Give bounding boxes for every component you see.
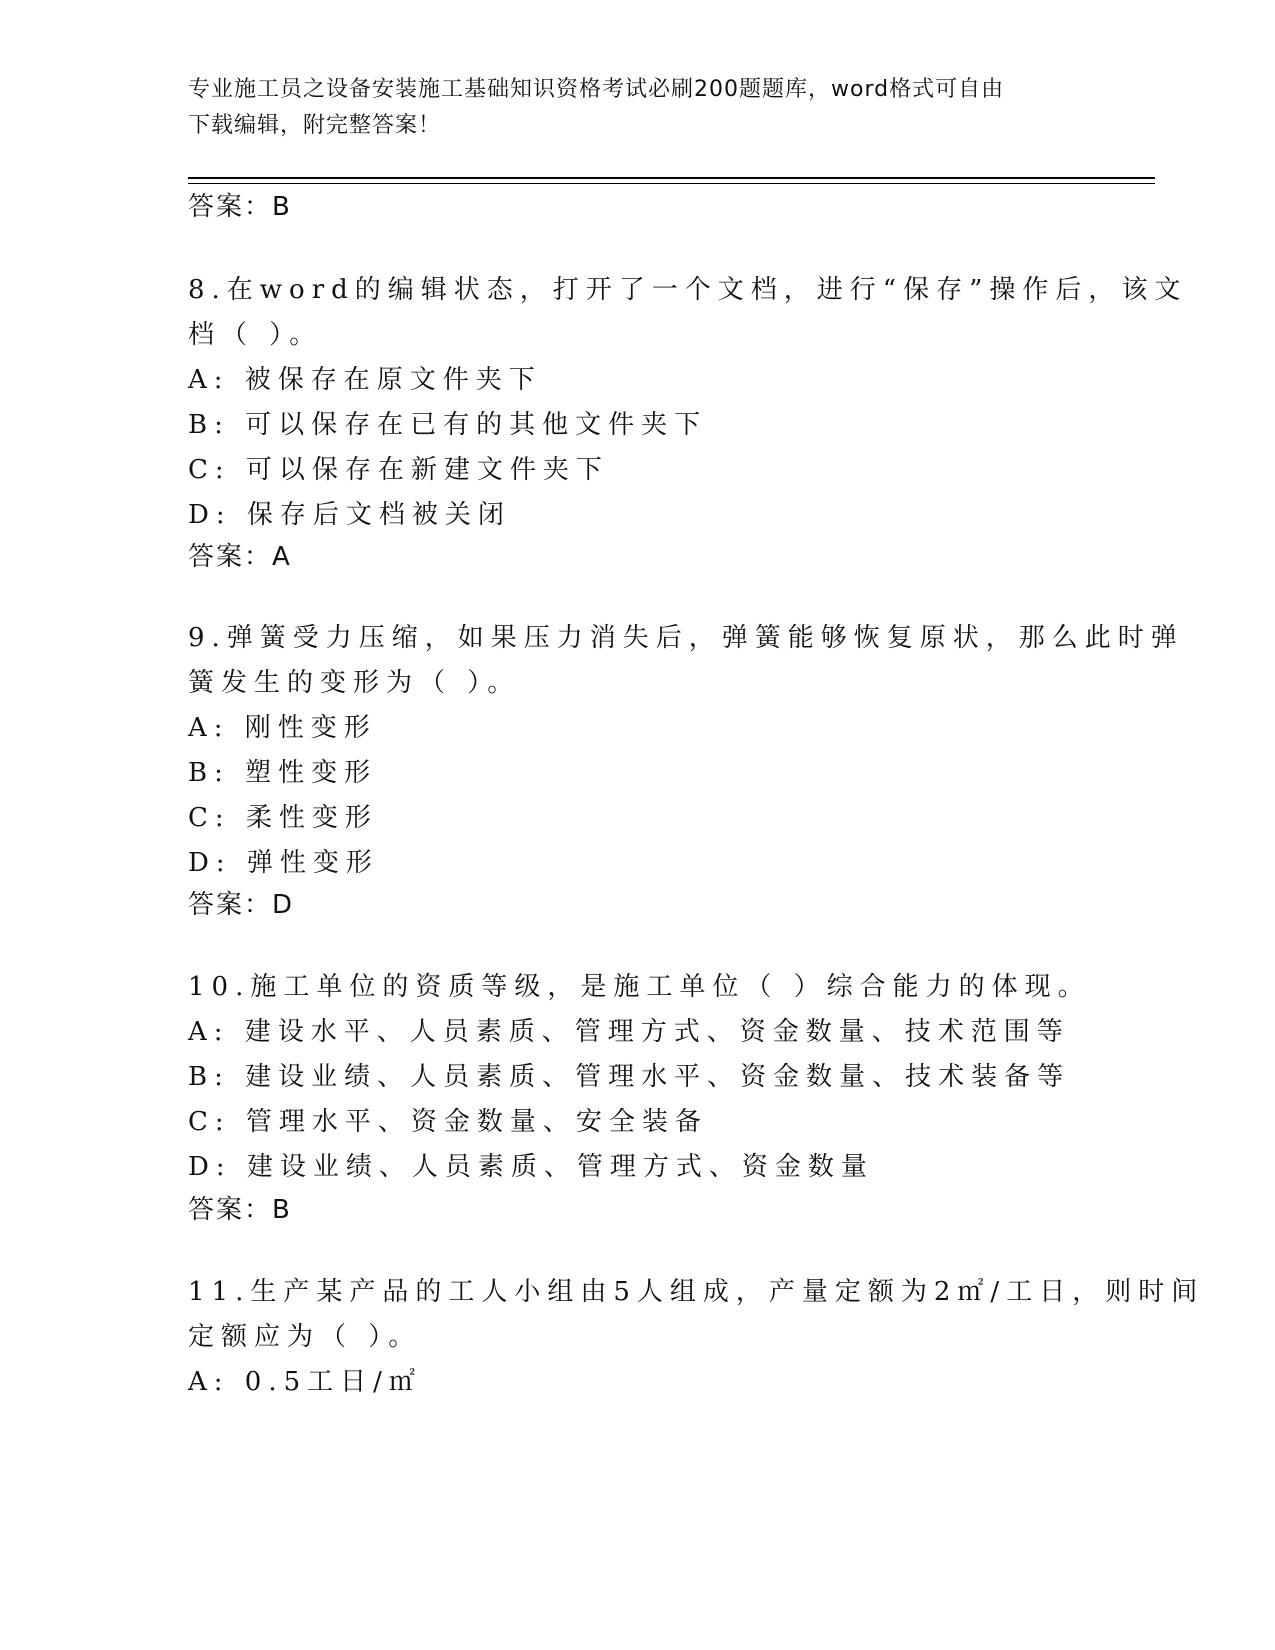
- document-header: [188, 72, 1088, 144]
- answer-question-8: 答案：A: [188, 542, 292, 572]
- question-stem-line: 档（ ）。: [188, 320, 323, 350]
- option-b: B: 塑性变形: [188, 758, 378, 788]
- option-d: D: 建设业绩、人员素质、管理方式、资金数量: [188, 1152, 874, 1182]
- option-b: B: 建设业绩、人员素质、管理水平、资金数量、技术装备等: [188, 1062, 1071, 1092]
- question-stem-line: 10.施工单位的资质等级，是施工单位（ ）综合能力的体现。: [188, 972, 1091, 1002]
- option-d: D: 弹性变形: [188, 848, 379, 878]
- option-b: B: 可以保存在已有的其他文件夹下: [188, 410, 708, 440]
- answer-question-10: 答案：B: [188, 1195, 292, 1225]
- option-c: C: 柔性变形: [188, 803, 378, 833]
- header-line-2: 下载编辑，附完整答案！: [188, 113, 442, 138]
- option-a: A: 建设水平、人员素质、管理方式、资金数量、技术范围等: [188, 1017, 1070, 1047]
- option-a: A: 刚性变形: [188, 713, 377, 743]
- header-divider-thick: [188, 177, 1155, 179]
- question-stem-line: 11.生产某产品的工人小组由5人组成，产量定额为2㎡/工日，则时间: [188, 1277, 1205, 1307]
- question-8: [188, 268, 1188, 538]
- question-stem-line: 9.弹簧受力压缩，如果压力消失后，弹簧能够恢复原状，那么此时弹: [188, 623, 1184, 653]
- option-d: D: 保存后文档被关闭: [188, 500, 511, 530]
- answer-previous: 答案：B: [188, 192, 292, 222]
- question-stem-line: 簧发生的变形为（ ）。: [188, 668, 521, 698]
- header-divider-thin: [188, 183, 1155, 184]
- question-10: [188, 965, 1091, 1190]
- option-c: C: 可以保存在新建文件夹下: [188, 455, 609, 485]
- question-11: [188, 1270, 1205, 1405]
- question-stem-line: 定额应为（ ）。: [188, 1322, 422, 1352]
- option-a: A: 0.5工日/㎡: [188, 1367, 422, 1397]
- option-a: A: 被保存在原文件夹下: [188, 365, 542, 395]
- header-line-1: 专业施工员之设备安装施工基础知识资格考试必刷200题题库，word格式可自由: [188, 77, 1005, 102]
- question-stem-line: 8.在word的编辑状态，打开了一个文档，进行“保存”操作后，该文: [188, 275, 1188, 305]
- option-c: C: 管理水平、资金数量、安全装备: [188, 1107, 708, 1137]
- question-9: [188, 616, 1184, 886]
- answer-question-9: 答案：D: [188, 890, 295, 920]
